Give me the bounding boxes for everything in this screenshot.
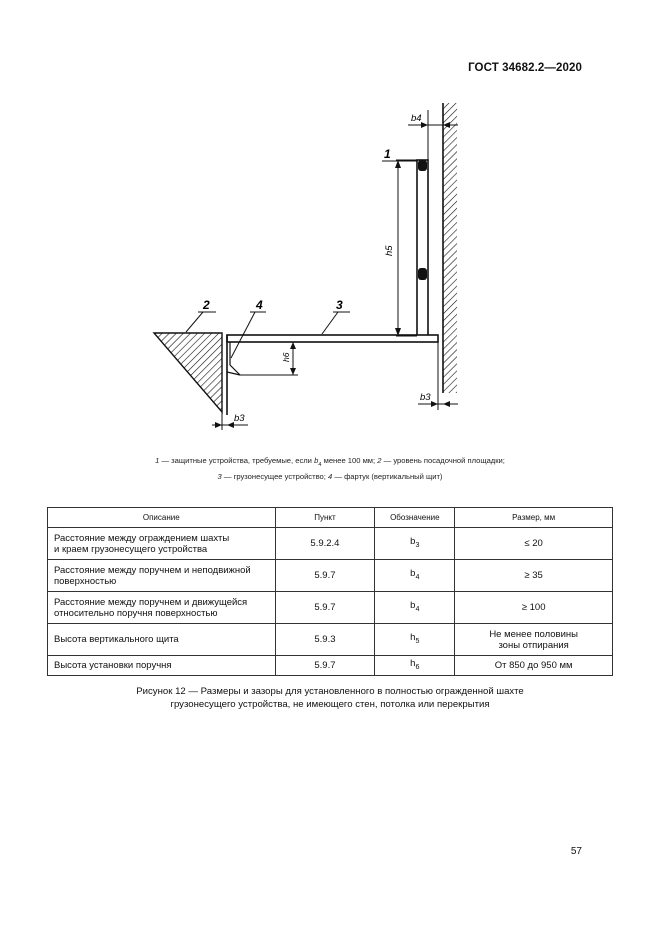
callout-4 bbox=[231, 298, 266, 358]
cell-clause: 5.9.7 bbox=[275, 560, 375, 592]
legend-num: 3 bbox=[217, 472, 222, 481]
legend-var-sub: 4 bbox=[318, 462, 322, 468]
table-row bbox=[48, 592, 613, 624]
landing-sill bbox=[154, 333, 222, 412]
table-row bbox=[48, 528, 613, 560]
legend-num: 4 bbox=[328, 472, 333, 481]
col-header-clause: Пункт bbox=[275, 508, 375, 528]
cell-description: Расстояние между поручнем и движущейся относительно поручня поверхностью bbox=[48, 592, 276, 624]
vertical-guard bbox=[417, 160, 428, 336]
cell-size: ≤ 20 bbox=[455, 528, 613, 560]
cell-size: ≥ 100 bbox=[455, 592, 613, 624]
caption-line-1: Рисунок 12 — Размеры и зазоры для установленного в полностью огражденной шахте bbox=[136, 686, 524, 697]
cell-symbol: $h_5$ bbox=[375, 624, 455, 656]
col-header-size: Размер, мм bbox=[455, 508, 613, 528]
legend-line-2: 3 — грузонесущее устройство; 4 — фартук (вертикальный щит) bbox=[217, 472, 443, 481]
svg-text:b4: b4 bbox=[411, 113, 422, 124]
legend-text: фартук (вертикальный щит) bbox=[344, 472, 443, 481]
legend-text: защитные устройства, требуемые, если bbox=[171, 456, 312, 465]
cell-size: От 850 до 950 мм bbox=[455, 656, 613, 676]
figure-legend bbox=[60, 455, 600, 482]
handrail-mid-icon bbox=[418, 268, 427, 280]
svg-text:4: 4 bbox=[256, 298, 263, 312]
col-header-symbol: Обозначение bbox=[375, 508, 455, 528]
handrail-top-icon bbox=[418, 160, 427, 171]
table-row bbox=[48, 656, 613, 676]
legend-text: менее 100 мм; bbox=[323, 456, 376, 465]
svg-text:1: 1 bbox=[384, 147, 391, 161]
shaft-wall bbox=[443, 103, 457, 393]
legend-text: уровень посадочной площадки; bbox=[393, 456, 505, 465]
col-header-description: Описание bbox=[48, 508, 276, 528]
cell-description: Расстояние между ограждением шахты и краем грузонесущего устройства bbox=[48, 528, 276, 560]
dim-h6 bbox=[240, 342, 298, 375]
page-number: 57 bbox=[570, 846, 582, 857]
callout-1 bbox=[382, 147, 417, 161]
svg-text:h6: h6 bbox=[281, 352, 291, 362]
legend-text: грузонесущее устройство; bbox=[233, 472, 326, 481]
svg-text:h5: h5 bbox=[384, 245, 395, 256]
cell-symbol: $h_6$ bbox=[375, 656, 455, 676]
legend-num: 1 bbox=[155, 456, 160, 465]
standard-code: ГОСТ 34682.2—2020 bbox=[468, 62, 582, 74]
legend-line-1: 1 — защитные устройства, требуемые, если $b_4$ менее 100 мм; 2 — уровень посадочной площадки; bbox=[155, 456, 505, 468]
cell-clause: 5.9.7 bbox=[275, 592, 375, 624]
dim-b3-left bbox=[212, 412, 248, 430]
figure-drawing bbox=[0, 0, 661, 450]
dim-h5 bbox=[384, 160, 417, 336]
dimensions-table bbox=[47, 507, 613, 676]
cell-size: Не менее половины зоны отпирания bbox=[455, 624, 613, 656]
table-header-row bbox=[48, 508, 613, 528]
cell-description: Высота установки поручня bbox=[48, 656, 276, 676]
caption-line-2: грузонесущего устройства, не имеющего стен, потолка или перекрытия bbox=[170, 699, 490, 710]
svg-text:3: 3 bbox=[336, 298, 343, 312]
cell-clause: 5.9.3 bbox=[275, 624, 375, 656]
cell-description: Высота вертикального щита bbox=[48, 624, 276, 656]
legend-var: b bbox=[314, 456, 319, 465]
svg-text:b3: b3 bbox=[420, 392, 431, 403]
table-row bbox=[48, 560, 613, 592]
cell-clause: 5.9.2.4 bbox=[275, 528, 375, 560]
figure-caption bbox=[60, 685, 600, 711]
apron bbox=[227, 335, 240, 415]
callout-2 bbox=[186, 298, 216, 332]
cell-symbol: $b_3$ bbox=[375, 528, 455, 560]
svg-text:b3: b3 bbox=[234, 413, 245, 424]
table-row bbox=[48, 624, 613, 656]
cell-size: ≥ 35 bbox=[455, 560, 613, 592]
cell-description: Расстояние между поручнем и неподвижной поверхностью bbox=[48, 560, 276, 592]
cell-clause: 5.9.7 bbox=[275, 656, 375, 676]
cell-symbol: $b_4$ bbox=[375, 592, 455, 624]
cell-symbol: $b_4$ bbox=[375, 560, 455, 592]
svg-text:2: 2 bbox=[203, 298, 210, 312]
callout-3 bbox=[322, 298, 350, 334]
legend-num: 2 bbox=[377, 456, 382, 465]
